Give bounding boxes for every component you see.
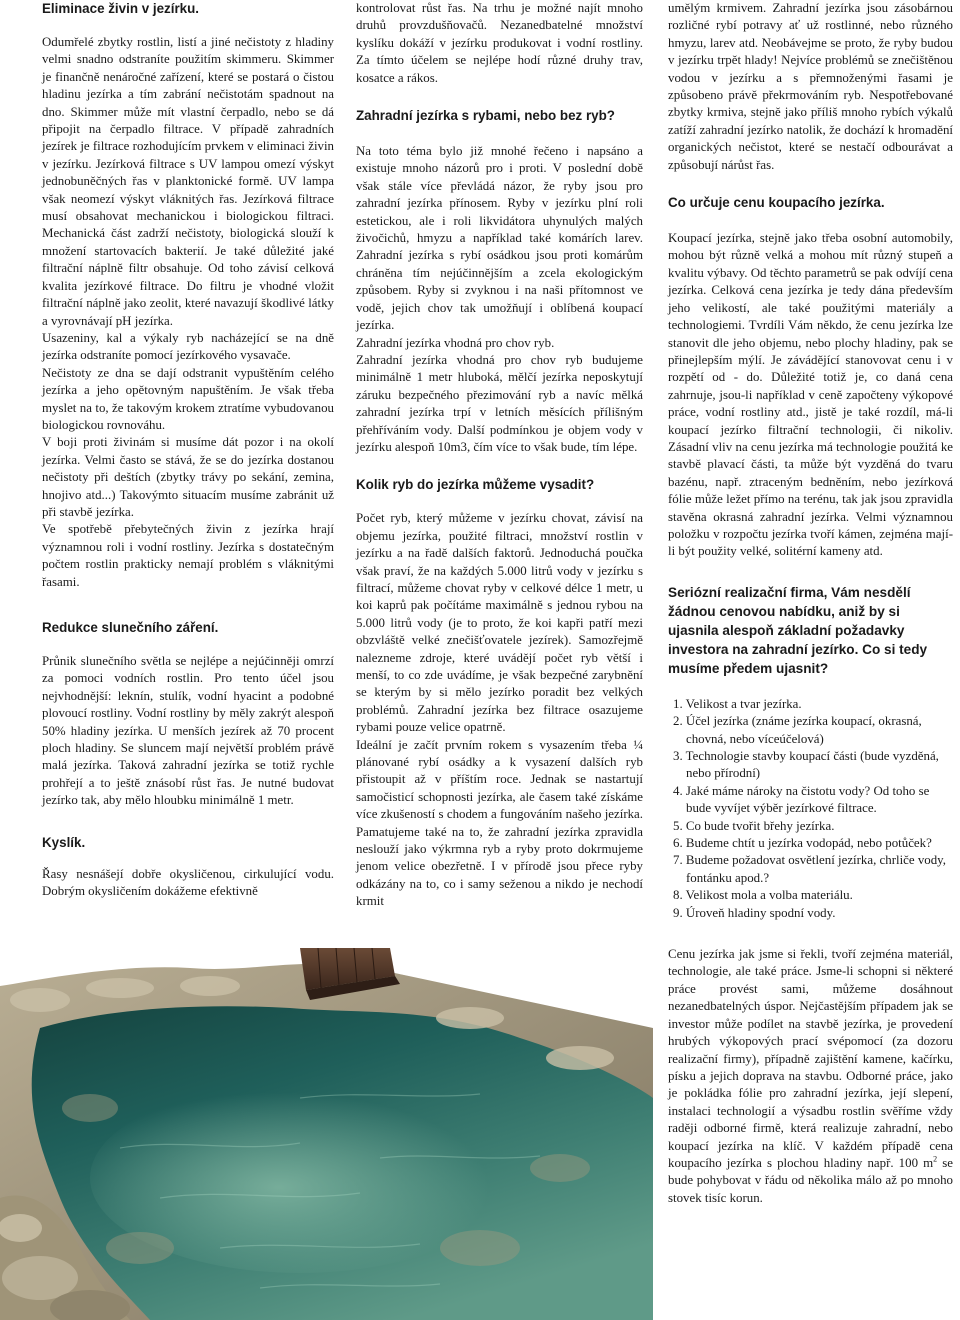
list-item: 7. Budeme požadovat osvětlení jezírka, chrliče vody, fontánku apod.? — [673, 853, 946, 885]
heading-cena: Co určuje cenu koupacího jezírka. — [668, 195, 885, 211]
paragraph-eliminace-1: Odumřelé zbytky rostlin, listí a jiné nečistoty z hladiny velmi snadno odstraníte použitím skimmeru. Skimmer je finančně nenáročné zařízení, které se postará o čistou hladinu jezírka a tím zabrání nečistotám spadnout na dno. Skimmer může mít vlastní čerpadlo, nebo se dá připojit na čerpadlo filtrace. V případě zahradních jezírek je filtrace rozhodujícím prvkem v eliminaci živin v jezírku. Jezírková filtrace s UV lampou omezí výskyt jednobuněčných řas v planktonické formě. UV lampa však neomezí výskyt vláknitých řas. Jezírková filtrace musí obsahovat mechanickou i biologickou filtraci. Mechanická část zadrží nečistoty, biologická slouží k množení startovacích bakterií. Je také důležité jaké filtrační náplně filtr obsahuje. Od toho závisí celková kvalita jezírkové filtrace. Do filtru je vhodné vložit filtrační náplně jako zeolit, které navazují škodlivé látky a vyrovnávají pH jezírka. — [42, 35, 334, 328]
paragraph-prace-text: Cenu jezírka jak jsme si řekli, tvoří zejména materiál, technologie, ale také práce. Jsme-li schopni si některé práce provést sami, můžeme dosáhnout nezanedbatelných úspor. Nejčastějším případem jak se investor může podílet na stavbě jezírka, je provedení hrubých výkopových prací svépomocí (za dozoru realizační firmy), případně zajištění kamene, kačírku, písku a jejich doprava na stavbu. Odborné práce, jako je pokládka fólie pro zahradní jezírka, její slepení, instalaci technologií a výsadbu rostlin svěříme vždy raději odborné firmě, která realizuje zahradní, nebo koupací jezírka na klíč. V každém případě cena koupacího jezírka s plochou hladiny např. 100 m — [668, 947, 953, 1170]
column-middle — [356, 0, 643, 911]
paragraph-eliminace-4: V boji proti živinám si musíme dát pozor i na okolí jezírka. Velmi často se stává, že se do jezírka dostanou nečistoty při deštích (zbytky trávy po sekání, zemina, hnojivo atd...) Takovýmto situacím musíme zabránit už při stavbě jezírka. — [42, 435, 334, 519]
list-item: 6. Budeme chtít u jezírka vodopád, nebo potůček? — [673, 836, 932, 851]
paragraph-kyslik: Řasy nesnášejí dobře okysličenou, cirkulující vodu. Dobrým okysličením dokážeme efektivně — [42, 866, 334, 899]
list-item: 4. Jaké máme nároky na čistotu vody? Od toho se bude vyvíjet výběr jezírkové filtrace. — [673, 783, 930, 816]
heading-redukce: Redukce slunečního záření. — [42, 620, 219, 635]
heading-firma: Seriózní realizační firma, Vám nesdělí žádnou cenovou nabídku, aniž by si ujasnila alespoň základní požadavky investora na zahradní jezírko. Co si tedy musíme předem ujasnit? — [668, 584, 928, 676]
paragraph-ryby-3: Zahradní jezírka vhodná pro chov ryb budujeme minimálně 1 metr hluboká, mělčí jezírka neposkytují záruku bezpečného přezimování ryb a navíc mělká zahradní jezírka trpí v letních měsících přílišným přehříváním vody. Další podmínkou je objem vody v jezírku alespoň 10m3, čím více to však bude, tím lépe. — [356, 352, 643, 454]
paragraph-kolik-2-start: Ideální je začít prvním rokem s vysazením třeba — [356, 737, 627, 752]
heading-kyslik: Kyslík. — [42, 834, 86, 850]
list-item: 5. Co bude tvořit břehy jezírka. — [673, 818, 835, 833]
heading-eliminace: Eliminace živin v jezírku. — [42, 1, 200, 16]
heading-ryby: Zahradní jezírka s rybami, nebo bez ryb? — [356, 108, 615, 124]
paragraph-prace — [668, 946, 953, 1207]
column-right — [668, 0, 953, 1207]
paragraph-kolik-2 — [356, 737, 643, 911]
paragraph-eliminace-5: Ve spotřebě přebytečných živin z jezírka hrají významnou roli i vodní rostliny. Jezírka s dostatečným počtem rostlin prakticky nemají problém s vláknitými řasami. — [42, 522, 334, 589]
paragraph-redukce: Průnik slunečního světla se nejlépe a nejúčinněji omrzí za pomoci vodních rostlin. Pro tento účel jsou nejvhodnější: leknín, stulík, vodní hyacint a podobné plovoucí rostliny. Vodní rostliny by měly zakrýt alespoň 50% hladiny jezírka. U menších jezírek až 70 procent ploch hladiny. Se sluncem mají největší problém právě malá jezírka. Taková zahradní jezírka se totiž rychle prohřejí a to ještě znásobí růst řas. Je nutné budovat jezírko tak, aby mělo hloubku minimálně 1 metr. — [42, 654, 334, 808]
paragraph-eliminace-3: Nečistoty ze dna se dají odstranit vypuštěním celého jezírka a jeho opětovným napuštěním. Je však třeba myslet na to, že takovým krokem ztratíme vybudovanou biologickou rovnováhu. — [42, 365, 334, 432]
requirements-list — [668, 696, 953, 922]
list-item: 2. Účel jezírka (známe jezírka koupací, okrasná, chovná, nebo víceúčelová) — [673, 714, 922, 746]
paragraph-cena: Koupací jezírka, stejně jako třeba osobní automobily, mohou být různě velká a mohou mít různý stupeň a kvalitu výbavy. Od těchto parametrů se pak odvíjí cena jezírka. Celková cena jezírka je tedy dána především jeho velikostí, ale také použitými materiály a technologiemi. Tvrdíli Vám někdo, že cenu jezírka lze stanovit dle jeho objemu, nebo plochy hladiny, pak se přinejlepším mýlí. Je závádějící stanovovat cenu i v rozpětí od - do. Důležité totiž je, co daná cena zahrnuje, jsou-li například v ceně započteny výkopové práce, vodní rostliny atd., jistě je také rozdíl, má-li koupací jezírko filtrační technologii, či nikoliv. Zásadní vliv na cenu jezírka má technologie použitá ke stavbě plavací části, ta může být vyzděná do tvaru bazénu, např. ztraceným bedněním, nebo jezírková fólie může ležet přímo na terénu, tak jak jsou zpravidla stavěna okrasná zahradní jezírka. Velmi významnou položku v rozpočtu jezírka tvoří kámen, zejména mají-li být použity velké, solitérní kameny atd. — [668, 231, 953, 559]
column-left — [42, 0, 334, 900]
paragraph-kolik-1: Počet ryb, který můžeme v jezírku chovat, závisí na objemu jezírka, použité filtraci, množství rostlin v jezírku a na řadě dalších faktorů. Jednoduchá poučka však praví, že na každých 5.000 litrů vody v jezírku s filtrací, můžeme chovat ryby v celkové délce 1 metr, u koi kaprů pak počítáme maximálně s jednou rybou na 5.000 litrů vody (je to proto, že koi kapři patří mezi obzvláště velké znečišťovatele jezírek). Samozřejmě nalezneme zdroje, které uvádějí počet ryb větší i menší, to co zde uvádíme, je však bezpečné zarybnění se kterým by si mělo jezírko poradit bez velkých problémů. Zahradní jezírka bez filtrace osazujeme rybami pouze velice opatrně. — [356, 511, 643, 735]
fraction-quarter: ¼ — [633, 737, 643, 752]
paragraph-kyslik-continued: kontrolovat růst řas. Na trhu je možné najít mnoho druhů provzdušňovačů. Nezanedbatelné množství kyslíku dokáží v jezírku produkovat i vodní rostliny. Za tímto účelem se nejlépe hodí různé druhy trav, kosatce a rákos. — [356, 1, 643, 85]
paragraph-eliminace-2: Usazeniny, kal a výkaly ryb nacházející se na dně jezírka odstraníte pomocí jezírkového vysavače. — [42, 330, 334, 363]
superscript-squared: 2 — [933, 1154, 938, 1164]
list-item: 9. Úroveň hladiny spodní vody. — [673, 905, 836, 920]
paragraph-krmeni-continued: umělým krmivem. Zahradní jezírka jsou zásobárnou rozličné rybí potravy ať už rostlinné, nebo různého hmyzu, larev atd. Neobávejme se proto, že ryby budou v jezírku trpět hlady! Nejvíce problémů se znečištěnou vodou v jezírku a s přemnoženými řasami je způsobeno právě překrmováním ryb. Nespotřebované zbytky krmiva, stejně jako příliš mnoho rybích výkalů zatíží zahradní jezírko natolik, že dochází k hromadění organických nečistot, které se nestačí odbourávat a způsobují nárůst řas. — [668, 1, 953, 172]
list-item: 3. Technologie stavby koupací části (bude vyzděná, nebo přírodní) — [673, 749, 939, 781]
paragraph-ryby-1: Na toto téma bylo již mnohé řečeno i napsáno a existuje mnoho názorů pro i proti. V poslední době však stále více převládá názor, že ryby jsou pro zahradní jezírka přínosem. Ryby v jezírku plní roli estetickou, ale i roli likvidátora uhynulých malých živočichů, hmyzu a například také komárích larev. Zahradní jezírka s rybí osádkou jsou proti komárům chráněna tím nejúčinnějším a zcela ekologickým způsobem. Ryby si zvyknou i na naši přítomnost ve vodě, jejich chov tak umožňují i oblíbená koupací jezírka. — [356, 144, 643, 333]
paragraph-kolik-2-end: plánované rybí osádky a k vysazení dalších ryb přistoupit až v příštím roce. Jednak se nastartují samočisticí schopnosti jezírka, ale časem také získáme více zkušeností s chodem a fungováním našeho jezírka. Pamatujeme také na to, že zahradní jezírka zpravidla neslouží jako výkrmna ryb a ryby proto dokrmujeme jenom velice obezřetně. I v přírodě jsou přece ryby odkázány na to, co i samy seženou a nikdo je nechodí krmit — [356, 755, 643, 909]
pond-photo — [0, 948, 653, 1320]
list-item: 8. Velikost mola a volba materiálu. — [673, 888, 853, 903]
paragraph-prace-end: se bude pohybovat v řádu od několika málo až po mnoho stovek tisíc korun. — [668, 1155, 953, 1205]
heading-kolik-ryb: Kolik ryb do jezírka můžeme vysadit? — [356, 477, 595, 493]
paragraph-ryby-2: Zahradní jezírka vhodná pro chov ryb. — [356, 335, 555, 350]
list-item: 1. Velikost a tvar jezírka. — [673, 696, 802, 711]
